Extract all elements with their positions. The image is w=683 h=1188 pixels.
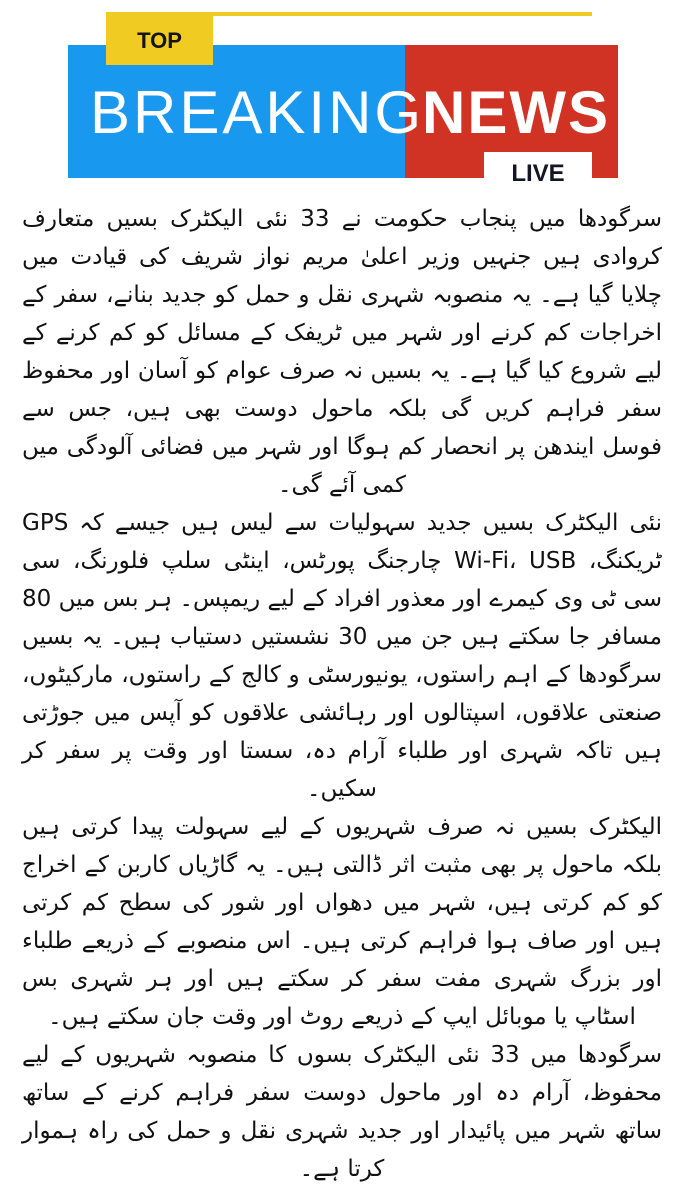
article-paragraph: سرگودھا میں 33 نئی الیکٹرک بسوں کا منصوبہ شہریوں کے لیے محفوظ، آرام دہ اور ماحول دوست سفر فراہم کرنے کے ساتھ ساتھ شہر میں پائیدار اور جدید شہری نقل و حمل کی راہ ہموار کرتا ہے۔ [22,1042,662,1182]
logo-breaking-label: BREAKING [90,79,425,146]
logo-news-label: NEWS [422,79,610,146]
article-paragraph: سرگودھا میں پنجاب حکومت نے 33 نئی الیکٹرک بسیں متعارف کروادی ہیں جنہیں وزیر اعلیٰ مریم نواز شریف کی قیادت میں چلایا گیا ہے۔ یہ منصوبہ شہری نقل و حمل کو جدید بنانے، سفر کے اخراجات کم کرنے اور شہر میں ٹریفک کے مسائل کو کم کرنے کے لیے شروع کیا گیا ہے۔ یہ بسیں نہ صرف عوام کو آسان اور محفوظ سفر فراہم کریں گی بلکہ ماحول دوست بھی ہیں، جس سے فوسل ایندھن پر انحصار کم ہوگا اور شہر میں فضائی آلودگی میں کمی آئے گی۔ [22,206,662,498]
article-paragraph: الیکٹرک بسیں نہ صرف شہریوں کے لیے سہولت پیدا کرتی ہیں بلکہ ماحول پر بھی مثبت اثر ڈالتی ہیں۔ یہ گاڑیاں کاربن کے اخراج کو کم کرتی ہیں، شہر میں دھواں اور شور کی سطح کم کرتی ہیں اور صاف ہوا فراہم کرتی ہیں۔ اس منصوبے کے ذریعے طلباء اور بزرگ شہری مفت سفر کر سکتے ہیں اور ہر شہری بس اسٹاپ یا موبائل ایپ کے ذریعے روٹ اور وقت جان سکتے ہیں۔ [22,814,662,1030]
article-paragraph: نئی الیکٹرک بسیں جدید سہولیات سے لیس ہیں جیسے کہ GPS ٹریکنگ، Wi-Fi، USB چارجنگ پورٹس، اینٹی سلپ فلورنگ، سی سی ٹی وی کیمرے اور معذور افراد کے لیے ریمپس۔ ہر بس میں 80 مسافر جا سکتے ہیں جن میں 30 نشستیں دستیاب ہیں۔ یہ بسیں سرگودھا کے اہم راستوں، یونیورسٹی و کالج کے راستوں، مارکیٹوں، صنعتی علاقوں، اسپتالوں اور رہائشی علاقوں کو آپس میں جوڑتی ہیں تاکہ شہری اور طلباء آرام دہ، سستا اور وقت پر سفر کر سکیں۔ [22,510,663,802]
logo-live-label: LIVE [484,152,592,192]
logo-top-label: TOP [106,13,213,65]
top-breaking-news-logo [0,0,683,194]
article-body [22,200,662,1188]
